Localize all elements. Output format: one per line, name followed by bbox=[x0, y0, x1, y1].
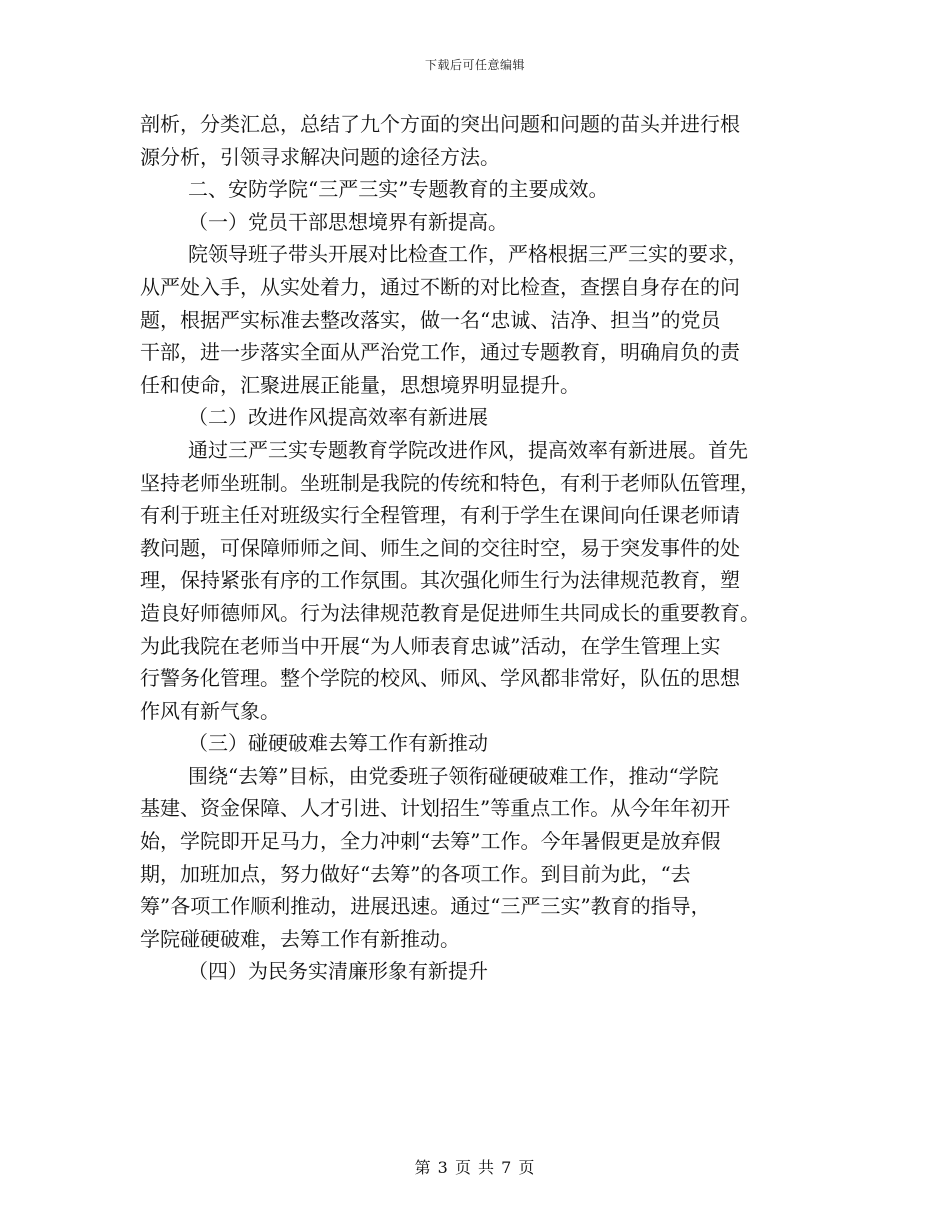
text-line: 学院碰硬破难，去筹工作有新推动。 bbox=[140, 926, 460, 951]
text-line: 二、安防学院“三严三实”专题教育的主要成效。 bbox=[188, 177, 609, 202]
text-line: 基建、资金保障、人才引进、计划招生”等重点工作。从今年年初开 bbox=[140, 796, 731, 821]
text-line: 从严处入手，从实处着力，通过不断的对比检查，查摆自身存在的问 bbox=[140, 274, 740, 299]
text-line: 围绕“去筹”目标，由党委班子领衔碰硬破难工作，推动“学院 bbox=[188, 763, 719, 788]
text-line: 始，学院即开足马力，全力冲刺“去筹”工作。今年暑假更是放弃假 bbox=[140, 829, 721, 854]
text-line: 干部，进一步落实全面从严治党工作，通过专题教育，明确肩负的责 bbox=[140, 340, 740, 365]
text-line: 剖析，分类汇总，总结了九个方面的突出问题和问题的苗头并进行根 bbox=[140, 112, 740, 136]
text-line: 任和使命，汇聚进展正能量，思想境界明显提升。 bbox=[140, 372, 580, 397]
page-number-footer: 第 3 页 共 7 页 bbox=[414, 1158, 536, 1177]
text-line: 源分析，引领寻求解决问题的途径方法。 bbox=[140, 144, 500, 169]
text-line: 理，保持紧张有序的工作氛围。其次强化师生行为法律规范教育，塑 bbox=[140, 568, 740, 593]
text-line: （三）碰硬破难去筹工作有新推动 bbox=[188, 731, 488, 756]
text-line: 期，加班加点，努力做好“去筹”的各项工作。到目前为此，“去 bbox=[140, 861, 691, 886]
document-body bbox=[140, 108, 810, 988]
text-line: 筹”各项工作顺利推动，进展迅速。通过“三严三实”教育的指导， bbox=[140, 894, 711, 919]
text-line: 坚持老师坐班制。坐班制是我院的传统和特色，有利于老师队伍管理， bbox=[140, 470, 760, 495]
text-line: 为此我院在老师当中开展“为人师表育忠诚”活动，在学生管理上实 bbox=[140, 633, 721, 658]
text-line: 通过三严三实专题教育学院改进作风，提高效率有新进展。首先 bbox=[188, 437, 748, 462]
text-line: 题，根据严实标准去整改落实，做一名“忠诚、洁净、担当”的党员 bbox=[140, 307, 721, 332]
text-line: 教问题，可保障师师之间、师生之间的交往时空，易于突发事件的处 bbox=[140, 535, 740, 560]
text-line: （四）为民务实清廉形象有新提升 bbox=[188, 959, 488, 984]
text-line: 有利于班主任对班级实行全程管理，有利于学生在课间向任课老师请 bbox=[140, 503, 740, 528]
page-header: 下载后可任意编辑 bbox=[424, 58, 525, 72]
text-line: （二）改进作风提高效率有新进展 bbox=[188, 405, 488, 430]
text-line: 作风有新气象。 bbox=[140, 698, 280, 723]
text-line: 造良好师德师风。行为法律规范教育是促进师生共同成长的重要教育。 bbox=[140, 600, 760, 625]
text-line: 院领导班子带头开展对比检查工作，严格根据三严三实的要求， bbox=[188, 242, 748, 267]
text-line: （一）党员干部思想境界有新提高。 bbox=[188, 209, 508, 234]
text-line: 行警务化管理。整个学院的校风、师风、学风都非常好，队伍的思想 bbox=[140, 666, 740, 691]
